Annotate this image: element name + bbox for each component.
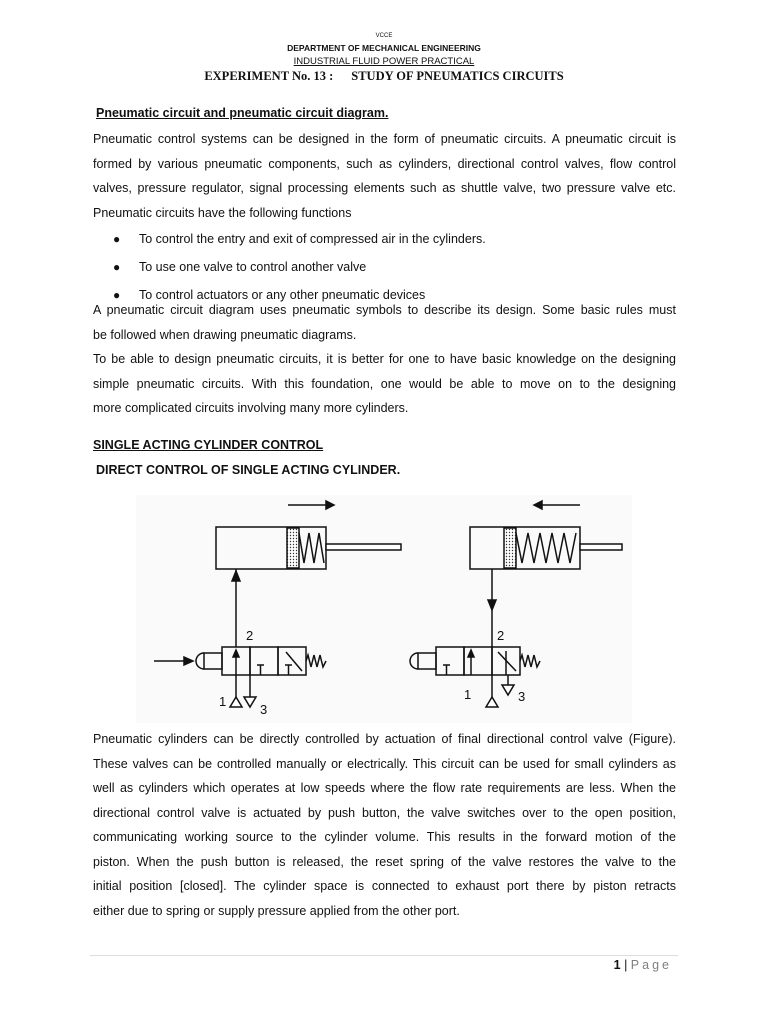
pneumatic-circuit-figure [136, 495, 632, 723]
paragraph-line: more complicated circuits involving many more cylinders. [93, 401, 409, 415]
right-supply-symbol [486, 675, 498, 707]
department-title: DEPARTMENT OF MECHANICAL ENGINEERING [287, 43, 481, 53]
intro-paragraph [93, 127, 676, 225]
left-air-line [232, 569, 240, 647]
right-port-1-label: 1 [464, 687, 472, 702]
paragraph-line: A pneumatic circuit diagram uses pneumatic symbols to describe its design. Some basic rules must [93, 303, 676, 317]
paragraph-line: initial position [closed]. The cylinder space is connected to exhaust port there by piston retracts [93, 879, 676, 893]
right-port-3-label: 3 [518, 689, 526, 704]
left-supply-symbol [230, 675, 242, 707]
footer-separator: | [624, 958, 628, 972]
bullet-icon: ● [113, 232, 121, 246]
paragraph-line: To be able to design pneumatic circuits, it is better for one to have basic knowledge on the designing [93, 352, 676, 366]
subheading-direct-control: DIRECT CONTROL OF SINGLE ACTING CYLINDER. [96, 463, 401, 477]
section-heading-pneumatic-circuit: Pneumatic circuit and pneumatic circuit diagram. [96, 106, 389, 120]
paragraph-line: simple pneumatic circuits. With this foundation, one would be able to move on to the designing [93, 376, 676, 391]
left-push-button-icon [154, 653, 222, 669]
experiment-title [0, 69, 768, 84]
right-circuit [410, 501, 622, 707]
footer-divider [90, 955, 678, 956]
paragraph-line: formed by various pneumatic components, such as cylinders, directional control valves, flow control [93, 156, 676, 171]
left-cylinder [216, 527, 401, 569]
paragraph-line: well as cylinders which operates at low speeds where the flow rate requirements are less. When the [93, 781, 676, 795]
diagram-paragraph [93, 298, 676, 347]
direct-control-paragraph [93, 727, 676, 923]
left-port-3-label: 3 [260, 702, 268, 717]
experiment-name: STUDY OF PNEUMATICS CIRCUITS [351, 69, 564, 83]
right-exhaust-symbol [502, 675, 514, 695]
paragraph-line: These valves can be controlled manually or electrically. This circuit can be used for small cylinders as [93, 756, 676, 771]
paragraph-line: be followed when drawing pneumatic diagrams. [93, 327, 357, 342]
list-item [113, 257, 486, 285]
paragraph-line: Pneumatic circuits have the following functions [93, 205, 352, 220]
experiment-number: EXPERIMENT No. 13 : [204, 69, 334, 83]
list-item-text: To control actuators or any other pneumatic devices [139, 288, 426, 302]
page-number: 1 [613, 958, 621, 972]
circuit-diagram [136, 495, 632, 723]
list-item [113, 229, 486, 257]
paragraph-line: either due to spring or supply pressure applied from the other port. [93, 903, 460, 918]
left-valve [222, 647, 326, 675]
paragraph-line: valves, pressure regulator, signal processing elements such as shuttle valve, two pressure valve etc. [93, 181, 676, 195]
page-word: Page [630, 958, 672, 972]
list-item-text: To control the entry and exit of compressed air in the cylinders. [139, 232, 486, 246]
right-push-button-icon [410, 653, 436, 669]
left-port-2-label: 2 [246, 628, 254, 643]
paragraph-line: Pneumatic control systems can be designed in the form of pneumatic circuits. A pneumatic circuit is [93, 132, 676, 146]
bullet-icon: ● [113, 288, 121, 302]
course-title: INDUSTRIAL FLUID POWER PRACTICAL [293, 56, 475, 67]
design-paragraph [93, 347, 676, 421]
list-item-text: To use one valve to control another valve [139, 260, 367, 274]
bullet-icon: ● [113, 260, 121, 274]
page-footer [614, 958, 672, 972]
left-port-1-label: 1 [219, 694, 227, 709]
section-heading-single-acting: SINGLE ACTING CYLINDER CONTROL [93, 438, 324, 452]
college-code: VCCE [375, 33, 393, 39]
right-valve [436, 647, 540, 675]
paragraph-line: Pneumatic cylinders can be directly controlled by actuation of final directional control valve (Figure). [93, 732, 676, 746]
right-port-2-label: 2 [497, 628, 505, 643]
right-air-line [488, 569, 496, 647]
paragraph-line: piston. When the push button is released, the reset spring of the valve restores the valve to the [93, 854, 676, 869]
left-direction-arrow-icon [288, 501, 334, 509]
left-exhaust-symbol [244, 675, 256, 707]
left-circuit [154, 501, 401, 707]
paragraph-line: communicating working source to the cylinder volume. This results in the forward motion of the [93, 830, 676, 844]
paragraph-line: directional control valve is actuated by push button, the valve switches over to the open position, [93, 805, 676, 820]
right-direction-arrow-icon [534, 501, 580, 509]
right-cylinder [470, 527, 622, 569]
